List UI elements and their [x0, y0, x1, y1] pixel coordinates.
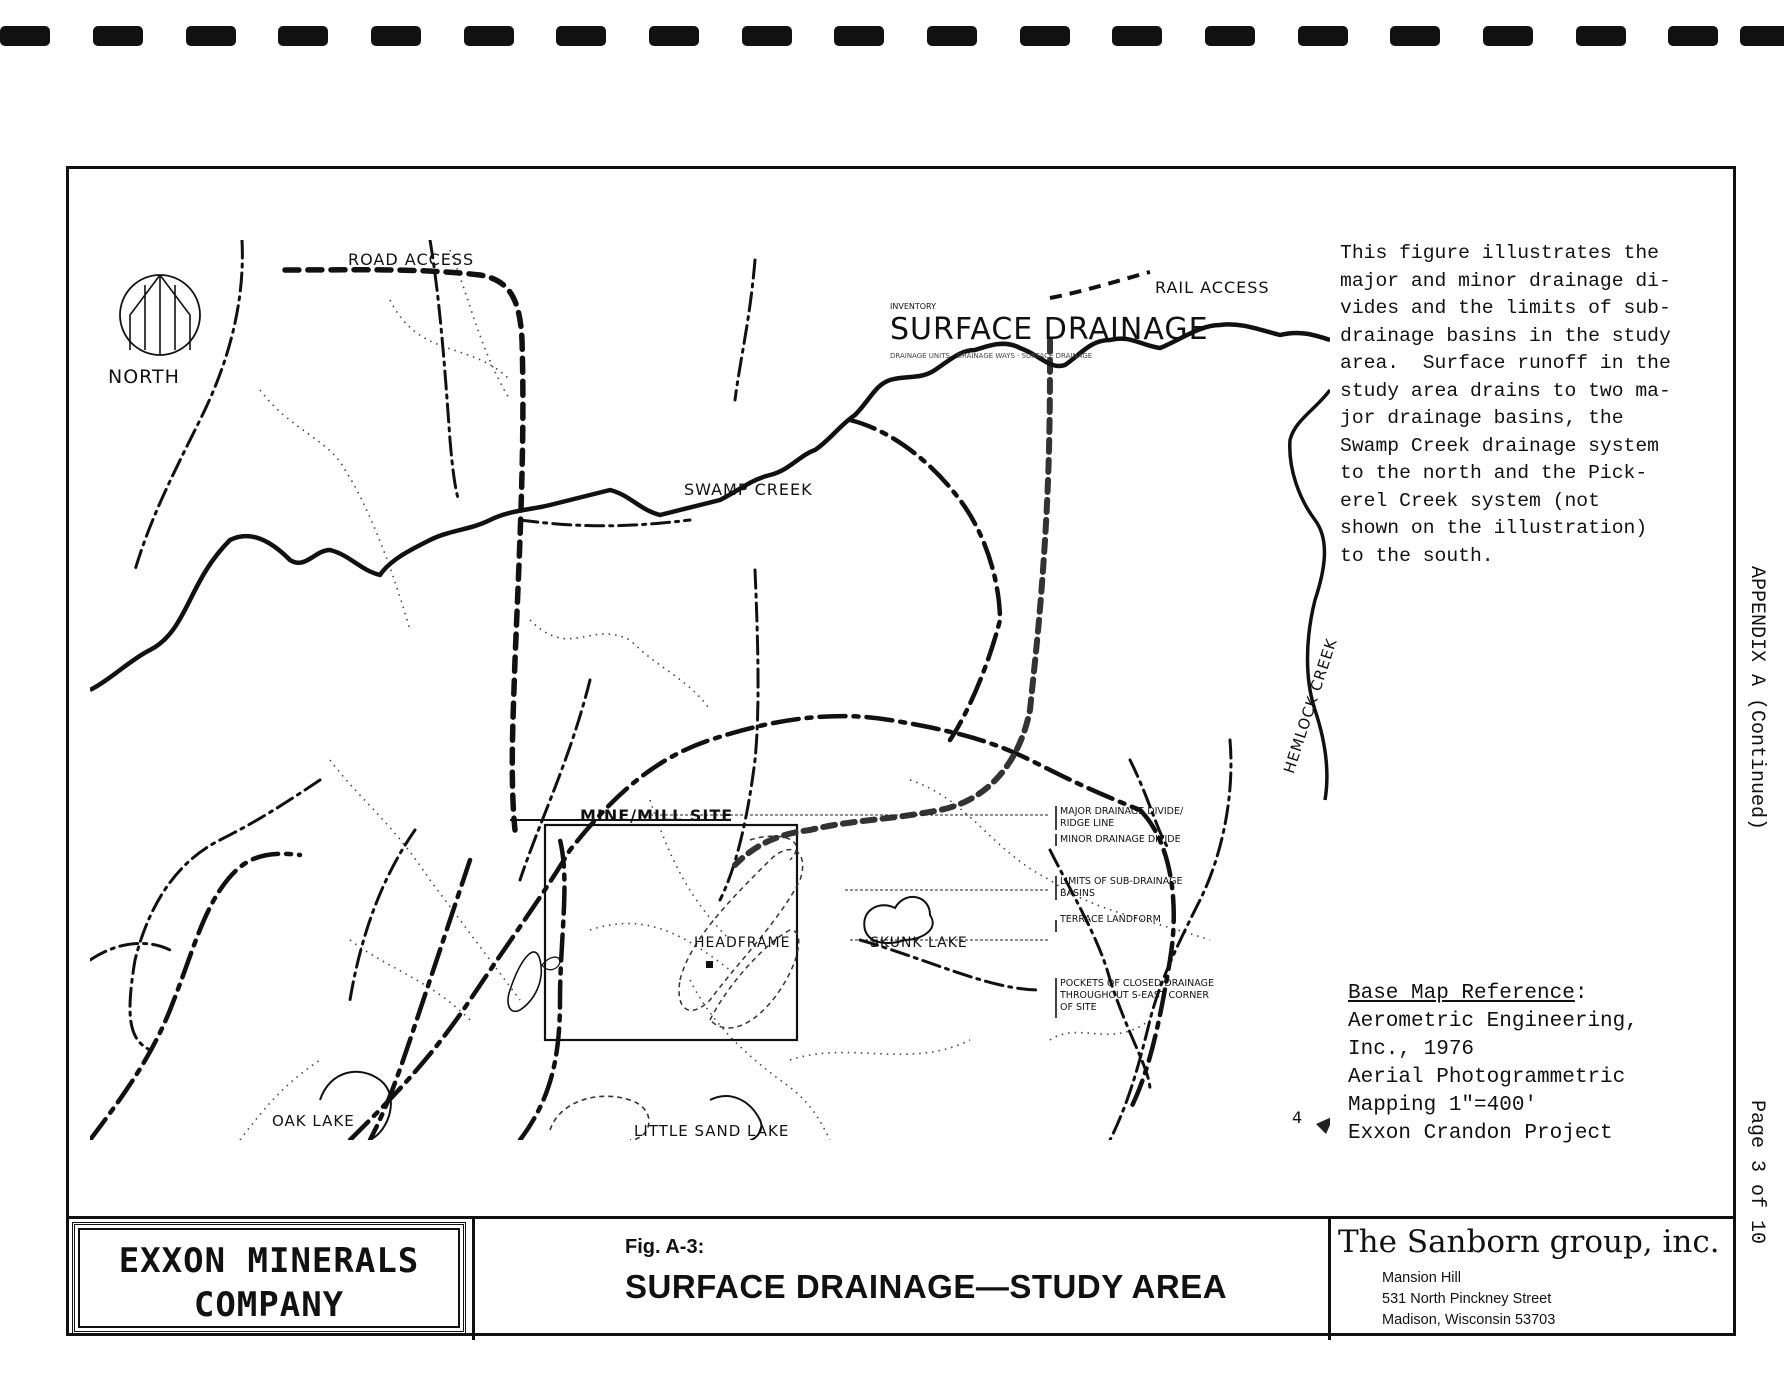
- punch-mark: [371, 26, 421, 46]
- map-heading: SURFACE DRAINAGE: [890, 312, 1209, 347]
- title-divider-left: [472, 1216, 475, 1340]
- punch-mark: [1205, 26, 1255, 46]
- base-map-reference-heading: Base Map Reference: [1348, 982, 1575, 1005]
- punch-mark: [278, 26, 328, 46]
- hemlock-creek-label: HEMLOCK CREEK: [1280, 635, 1341, 776]
- oak-lake-label: OAK LAKE: [272, 1112, 355, 1130]
- base-map-reference: Base Map Reference: Aerometric Engineering, Inc., 1976 Aerial Photogrammetric Mapping 1"=400' Exxon Crandon Project: [1348, 982, 1638, 1145]
- punch-mark: [464, 26, 514, 46]
- road-access-line: [285, 270, 523, 830]
- appendix-side-label: APPENDIX A (Continued): [1745, 566, 1768, 831]
- consultant-address: Mansion Hill 531 North Pinckney Street Madison, Wisconsin 53703: [1382, 1270, 1556, 1328]
- little-sand-lake-label: LITTLE SAND LAKE: [634, 1122, 790, 1140]
- punch-mark: [742, 26, 792, 46]
- legend-leader-lines: [640, 815, 1050, 940]
- terrace-landforms: [679, 836, 803, 1028]
- punch-mark: [1668, 26, 1718, 46]
- punch-mark: [0, 26, 50, 46]
- skunk-lake-label: SKUNK LAKE: [870, 935, 968, 951]
- legend-terrace-landform: TERRACE LANDFORM: [1060, 914, 1161, 925]
- punch-mark: [1483, 26, 1533, 46]
- page-number: Page 3 of 10: [1745, 1100, 1768, 1245]
- major-drainage-divide: [90, 420, 1174, 1140]
- mine-mill-site-label: MINE/MILL SITE: [580, 806, 734, 825]
- punch-mark: [1112, 26, 1162, 46]
- punch-mark: [834, 26, 884, 46]
- figure-title: SURFACE DRAINAGE—STUDY AREA: [625, 1268, 1228, 1305]
- headframe-label: HEADFRAME: [694, 935, 791, 951]
- north-arrow: [120, 275, 200, 355]
- legend-minor-divide: MINOR DRAINAGE DIVIDE: [1060, 834, 1181, 845]
- base-map-reference-lines: Aerometric Engineering, Inc., 1976 Aerial Photogrammetric Mapping 1"=400' Exxon Crandon Project: [1348, 1010, 1638, 1145]
- pond-outline: [508, 952, 541, 1011]
- swamp-creek-label: SWAMP CREEK: [684, 480, 813, 499]
- headframe-symbol: [706, 961, 713, 968]
- punch-mark: [186, 26, 236, 46]
- punch-mark: [93, 26, 143, 46]
- map-heading-sub: DRAINAGE UNITS · DRAINAGE WAYS · SURFACE DRAINAGE: [890, 352, 1093, 360]
- rail-access-line: [735, 340, 1050, 865]
- company-box: [72, 1222, 466, 1334]
- company-name: EXXON MINERALS COMPANY: [118, 1241, 420, 1325]
- legend-major-divide: MAJOR DRAINAGE DIVIDE/ RIDGE LINE: [1060, 806, 1184, 829]
- figure-description: This figure illustrates the major and minor drainage di- vides and the limits of sub- drainage basins in the study area. Surface runoff in the study area drains to two ma- jor drainage basins, the Swamp Creek drainage system to the north and the Pick- erel Creek system (not shown on the illustration) to the south.: [1340, 242, 1671, 567]
- punch-mark: [1390, 26, 1440, 46]
- rail-access-label: RAIL ACCESS: [1155, 278, 1270, 297]
- punch-mark: [1740, 26, 1784, 46]
- punch-mark: [1298, 26, 1348, 46]
- mine-mill-site-boundary: [545, 825, 797, 1040]
- title-divider-right: [1328, 1216, 1331, 1340]
- punch-mark: [649, 26, 699, 46]
- north-label: NORTH: [108, 366, 180, 388]
- punch-mark: [1576, 26, 1626, 46]
- legend-sub-basins: LIMITS OF SUB-DRAINAGE BASINS: [1060, 876, 1183, 899]
- punch-mark: [1020, 26, 1070, 46]
- punch-mark: [556, 26, 606, 46]
- consultant-name: The Sanborn group, inc.: [1338, 1224, 1720, 1260]
- figure-number: Fig. A-3:: [625, 1236, 705, 1258]
- map-heading-small: INVENTORY: [890, 302, 936, 311]
- legend-closed-drainage: POCKETS OF CLOSED DRAINAGE THROUGHOUT S-EAST CORNER OF SITE: [1060, 978, 1214, 1013]
- punch-mark: [927, 26, 977, 46]
- rail-access-line-upper: [1050, 272, 1150, 298]
- map-corner-mark: 4: [1292, 1108, 1304, 1127]
- road-access-label: ROAD ACCESS: [348, 250, 475, 269]
- swamp-creek-line: [90, 324, 1330, 690]
- map-corner-arrow: [1316, 1116, 1330, 1134]
